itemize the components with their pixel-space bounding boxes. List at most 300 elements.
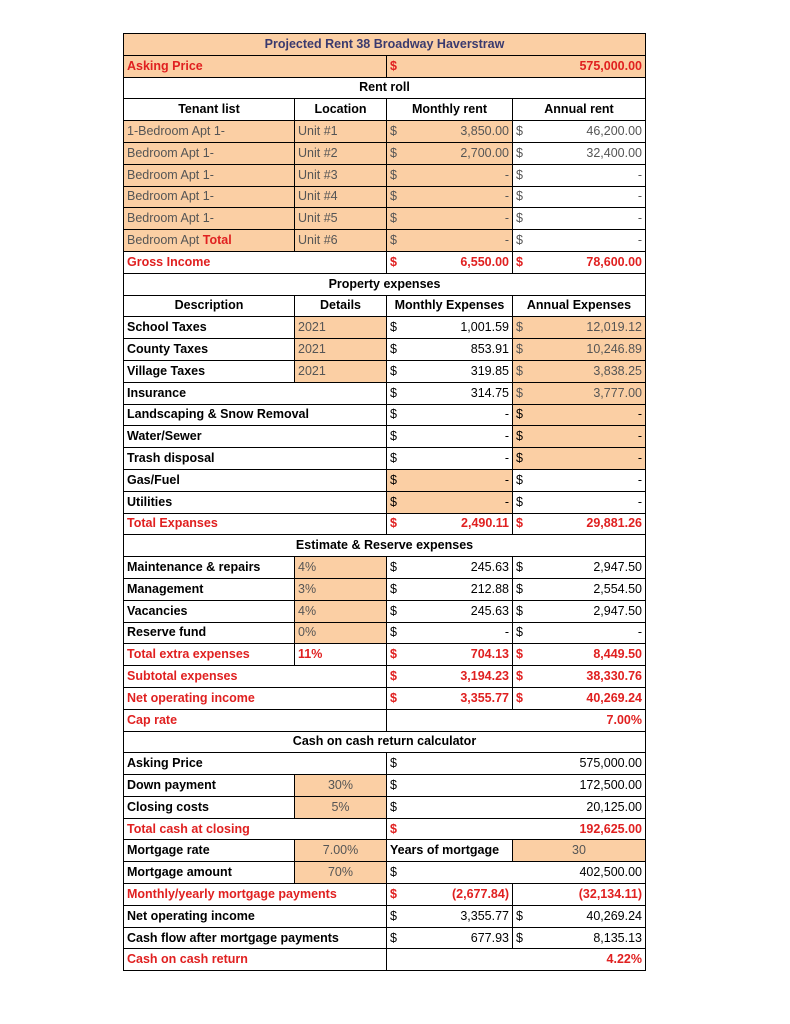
- currency-symbol: $: [390, 407, 397, 422]
- currency-symbol: $: [390, 320, 397, 335]
- subtotal-monthly: 3,194.23: [460, 669, 509, 683]
- reserve-row: [124, 600, 646, 622]
- reserve-annual-cell: [513, 622, 646, 644]
- subtotal-annual-cell: [513, 666, 646, 688]
- tenant-cell[interactable]: [124, 121, 295, 143]
- column-header-label: Monthly Expenses: [394, 298, 505, 313]
- reserve-description-cell: [124, 557, 295, 579]
- currency-symbol: $: [390, 560, 397, 575]
- mortgage-rate-label-cell: [124, 840, 295, 862]
- down-payment-row: [124, 775, 646, 797]
- tenant-cell[interactable]: [124, 164, 295, 186]
- closing-costs-value: 20,125.00: [586, 799, 642, 814]
- monthly-expense-value: -: [504, 472, 509, 487]
- reserve-row: [124, 622, 646, 644]
- mortgage-payment-monthly-cell: [387, 884, 513, 906]
- noi-monthly: 3,355.77: [460, 690, 509, 705]
- monthly-expense-cell: [387, 404, 513, 426]
- total-monthly-value: 2,490.11: [461, 516, 509, 531]
- mortgage-amount-value: 402,500.00: [579, 865, 642, 880]
- expense-detail: 2021: [298, 320, 326, 335]
- reserve-label: Reserve fund: [127, 625, 207, 640]
- monthly-rent-value: -: [504, 167, 509, 182]
- currency-symbol: $: [516, 429, 523, 444]
- currency-symbol: $: [390, 363, 397, 378]
- annual-expense-cell: [513, 469, 646, 491]
- currency-symbol: $: [390, 625, 397, 640]
- reserve-annual-cell: [513, 578, 646, 600]
- mortgage-payments-label-cell: [124, 884, 387, 906]
- column-header: [124, 295, 295, 317]
- sheet-title: Projected Rent 38 Broadway Haverstraw: [124, 34, 646, 56]
- closing-costs-percent-cell[interactable]: [295, 796, 387, 818]
- cash-asking-label-cell: [124, 753, 387, 775]
- section-heading: Rent roll: [359, 80, 410, 95]
- projected-rent-sheet: [123, 33, 646, 971]
- currency-symbol: $: [516, 407, 523, 422]
- total-extra-label: Total extra expenses: [127, 647, 250, 662]
- annual-rent-cell: [513, 186, 646, 208]
- monthly-expense-cell[interactable]: [387, 491, 513, 513]
- mortgage-amount-percent-cell[interactable]: [295, 862, 387, 884]
- annual-expense-cell[interactable]: [513, 339, 646, 361]
- total-label: Total: [202, 233, 232, 248]
- expense-detail-cell[interactable]: [295, 339, 387, 361]
- gross-annual-cell: [513, 251, 646, 273]
- cash-flow-annual: 8,135.13: [593, 930, 642, 945]
- expense-description-cell: [124, 339, 295, 361]
- mortgage-rate-percent-cell[interactable]: [295, 840, 387, 862]
- monthly-rent-value: 3,850.00: [460, 124, 509, 139]
- reserve-monthly-value: 245.63: [470, 560, 509, 575]
- total-cash-label-cell: [124, 818, 387, 840]
- tenant-label: Bedroom Apt 1-: [127, 189, 214, 204]
- tenant-cell[interactable]: [124, 230, 295, 252]
- reserve-monthly-cell: [387, 578, 513, 600]
- monthly-rent-cell[interactable]: [387, 208, 513, 230]
- mortgage-rate-label: Mortgage rate: [127, 843, 210, 858]
- reserve-annual-cell: [513, 600, 646, 622]
- expense-label: Water/Sewer: [127, 429, 202, 444]
- monthly-expense-cell[interactable]: [387, 469, 513, 491]
- reserve-annual-value: 2,554.50: [593, 581, 642, 596]
- cash-noi-annual: 40,269.24: [586, 908, 642, 923]
- cash-noi-monthly-cell: [387, 905, 513, 927]
- reserve-percent-cell[interactable]: [295, 622, 387, 644]
- monthly-expense-cell: [387, 317, 513, 339]
- down-payment-value: 172,500.00: [579, 777, 642, 792]
- column-header: [513, 295, 646, 317]
- expense-detail-cell[interactable]: [295, 317, 387, 339]
- currency-symbol: $: [390, 647, 397, 662]
- property-expenses-heading: [124, 273, 646, 295]
- column-header-label: Description: [174, 298, 244, 313]
- location-cell[interactable]: [295, 121, 387, 143]
- currency-symbol: $: [390, 777, 397, 792]
- monthly-expense-value: -: [504, 451, 509, 466]
- location-cell[interactable]: [295, 230, 387, 252]
- rent-roll-heading-row: [124, 77, 646, 99]
- currency-symbol: $: [390, 58, 397, 73]
- monthly-expense-cell: [387, 339, 513, 361]
- reserve-monthly-value: 245.63: [470, 603, 509, 618]
- cash-on-cash-label-cell: [124, 949, 387, 971]
- annual-expense-cell[interactable]: [513, 426, 646, 448]
- cash-flow-annual-cell: [513, 927, 646, 949]
- monthly-rent-value: 2,700.00: [460, 145, 509, 160]
- asking-price-label: Asking Price: [127, 756, 203, 771]
- monthly-expense-value: -: [504, 494, 509, 509]
- reserve-label: Maintenance & repairs: [127, 560, 261, 575]
- cash-noi-label-cell: [124, 905, 387, 927]
- rent-roll-heading: [124, 77, 646, 99]
- reserve-row: [124, 578, 646, 600]
- expense-row: [124, 491, 646, 513]
- reserve-monthly-value: -: [504, 625, 509, 640]
- rent-row: [124, 142, 646, 164]
- currency-symbol: $: [390, 908, 397, 923]
- monthly-rent-cell[interactable]: [387, 121, 513, 143]
- asking-price-value: 575,000.00: [579, 58, 642, 73]
- currency-symbol: $: [390, 516, 397, 531]
- currency-symbol: $: [516, 124, 523, 139]
- column-header-label: Tenant list: [178, 102, 240, 117]
- currency-symbol: $: [516, 516, 523, 531]
- mortgage-amount-label-cell: [124, 862, 295, 884]
- cap-rate-value-cell: [387, 709, 646, 731]
- years-label: Years of mortgage: [390, 843, 500, 858]
- tenant-cell[interactable]: [124, 142, 295, 164]
- cash-flow-monthly-cell: [387, 927, 513, 949]
- monthly-rent-cell[interactable]: [387, 142, 513, 164]
- total-extra-percent: 11%: [298, 647, 323, 662]
- currency-symbol: $: [390, 211, 397, 226]
- monthly-expense-cell: [387, 382, 513, 404]
- monthly-expense-value: -: [504, 407, 509, 422]
- rent-row: [124, 164, 646, 186]
- cash-flow-row: [124, 927, 646, 949]
- expense-row: [124, 448, 646, 470]
- currency-symbol: $: [390, 472, 397, 487]
- annual-rent-cell: [513, 208, 646, 230]
- closing-costs-row: [124, 796, 646, 818]
- total-annual-cell: [513, 513, 646, 535]
- years-of-mortgage-label-cell: [387, 840, 513, 862]
- annual-rent-cell: [513, 121, 646, 143]
- reserve-description-cell: [124, 622, 295, 644]
- gross-income-label: Gross Income: [127, 254, 211, 269]
- noi-row: [124, 687, 646, 709]
- mortgage-payments-label: Monthly/yearly mortgage payments: [127, 886, 337, 901]
- subtotal-annual: 38,330.76: [586, 669, 642, 683]
- unit-label: Unit #5: [298, 211, 338, 226]
- monthly-expense-cell: [387, 448, 513, 470]
- cash-noi-label: Net operating income: [127, 908, 255, 923]
- reserve-heading: [124, 535, 646, 557]
- closing-costs-value-cell: [387, 796, 646, 818]
- currency-symbol: $: [390, 145, 397, 160]
- tenant-cell[interactable]: [124, 186, 295, 208]
- location-cell[interactable]: [295, 186, 387, 208]
- annual-expense-cell[interactable]: [513, 317, 646, 339]
- currency-symbol: $: [390, 167, 397, 182]
- unit-label: Unit #1: [298, 124, 338, 139]
- reserve-percent-cell[interactable]: [295, 557, 387, 579]
- currency-symbol: $: [390, 756, 397, 771]
- reserve-annual-value: -: [637, 625, 642, 640]
- tenant-cell[interactable]: [124, 208, 295, 230]
- asking-price-cell[interactable]: [387, 55, 646, 77]
- currency-symbol: $: [390, 451, 397, 466]
- total-extra-annual-cell: [513, 644, 646, 666]
- down-payment-value-cell: [387, 775, 646, 797]
- monthly-rent-cell[interactable]: [387, 186, 513, 208]
- column-header: [295, 295, 387, 317]
- reserve-monthly-cell: [387, 600, 513, 622]
- currency-symbol: $: [390, 581, 397, 596]
- monthly-expense-value: -: [504, 429, 509, 444]
- total-expenses-row: [124, 513, 646, 535]
- total-monthly-cell: [387, 513, 513, 535]
- location-cell[interactable]: [295, 164, 387, 186]
- noi-label: Net operating income: [127, 690, 255, 705]
- column-header-label: Details: [320, 298, 361, 313]
- column-header: [387, 295, 513, 317]
- expense-label: Utilities: [127, 494, 173, 509]
- years-value: 30: [572, 843, 586, 858]
- expense-row: [124, 382, 646, 404]
- reserve-annual-cell: [513, 557, 646, 579]
- tenant-label: Bedroom Apt 1-: [127, 211, 214, 226]
- annual-expense-value: -: [637, 494, 642, 509]
- annual-expense-cell[interactable]: [513, 382, 646, 404]
- expense-detail-cell[interactable]: [295, 360, 387, 382]
- currency-symbol: $: [390, 865, 397, 880]
- reserve-description-cell: [124, 600, 295, 622]
- rent-row: [124, 121, 646, 143]
- unit-label: Unit #4: [298, 189, 338, 204]
- total-extra-row: [124, 644, 646, 666]
- expense-row: [124, 339, 646, 361]
- annual-rent-value: -: [637, 211, 642, 226]
- total-cash-value: 192,625.00: [579, 821, 642, 836]
- currency-symbol: $: [516, 494, 523, 509]
- expense-label: School Taxes: [127, 320, 207, 335]
- cash-flow-label-cell: [124, 927, 387, 949]
- expense-description-cell: [124, 382, 387, 404]
- currency-symbol: $: [516, 908, 523, 923]
- annual-expense-cell: [513, 491, 646, 513]
- expense-row: [124, 317, 646, 339]
- currency-symbol: $: [390, 494, 397, 509]
- expense-label: County Taxes: [127, 342, 209, 357]
- currency-symbol: $: [390, 342, 397, 357]
- annual-expense-value: -: [637, 429, 642, 444]
- cash-asking-value: 575,000.00: [579, 756, 642, 771]
- annual-expense-cell[interactable]: [513, 404, 646, 426]
- total-cash-label: Total cash at closing: [127, 821, 250, 836]
- gross-monthly-cell: [387, 251, 513, 273]
- expense-description-cell: [124, 491, 387, 513]
- currency-symbol: $: [390, 233, 397, 248]
- section-heading: Property expenses: [328, 276, 441, 291]
- reserve-annual-value: 2,947.50: [593, 560, 642, 575]
- currency-symbol: $: [390, 124, 397, 139]
- currency-symbol: $: [390, 254, 397, 269]
- monthly-rent-cell[interactable]: [387, 230, 513, 252]
- annual-rent-value: -: [637, 167, 642, 182]
- reserve-label: Vacancies: [127, 603, 188, 618]
- currency-symbol: $: [516, 581, 523, 596]
- unit-label: Unit #3: [298, 167, 338, 182]
- annual-rent-cell: [513, 164, 646, 186]
- mortgage-amount-percent: 70%: [327, 865, 354, 880]
- annual-rent-value: -: [637, 189, 642, 204]
- currency-symbol: $: [516, 472, 523, 487]
- currency-symbol: $: [516, 560, 523, 575]
- monthly-rent-value: -: [504, 189, 509, 204]
- section-heading: Estimate & Reserve expenses: [295, 538, 474, 553]
- annual-expense-value: 3,838.25: [593, 363, 642, 378]
- subtotal-label: Subtotal expenses: [127, 669, 238, 683]
- title-row: [124, 34, 646, 56]
- cap-rate-row: [124, 709, 646, 731]
- currency-symbol: $: [390, 821, 397, 836]
- annual-rent-value: -: [637, 233, 642, 248]
- unit-label: Unit #2: [298, 145, 338, 160]
- subtotal-monthly-cell: [387, 666, 513, 688]
- monthly-rent-cell[interactable]: [387, 164, 513, 186]
- currency-symbol: $: [516, 930, 523, 945]
- currency-symbol: $: [516, 254, 523, 269]
- cash-on-cash-row: [124, 949, 646, 971]
- currency-symbol: $: [516, 167, 523, 182]
- currency-symbol: $: [390, 886, 397, 901]
- currency-symbol: $: [516, 211, 523, 226]
- total-cash-row: [124, 818, 646, 840]
- down-payment-percent: 30%: [327, 777, 354, 792]
- down-payment-label: Down payment: [127, 777, 216, 792]
- expense-detail: 2021: [298, 363, 326, 378]
- reserve-percent: 0%: [298, 625, 317, 640]
- currency-symbol: $: [516, 669, 523, 683]
- column-header: [124, 99, 295, 121]
- currency-symbol: $: [516, 603, 523, 618]
- reserve-monthly-value: 212.88: [470, 581, 509, 596]
- currency-symbol: $: [390, 385, 397, 400]
- expense-label: Gas/Fuel: [127, 472, 180, 487]
- reserve-monthly-cell: [387, 557, 513, 579]
- monthly-expense-value: 853.91: [470, 342, 509, 357]
- expense-description-cell: [124, 448, 387, 470]
- currency-symbol: $: [390, 429, 397, 444]
- expense-row: [124, 360, 646, 382]
- expense-description-cell: [124, 317, 295, 339]
- annual-expense-value: 3,777.00: [593, 385, 642, 400]
- currency-symbol: $: [390, 603, 397, 618]
- reserve-heading-row: [124, 535, 646, 557]
- column-header: [387, 99, 513, 121]
- currency-symbol: $: [516, 690, 523, 705]
- total-annual-value: 29,881.26: [586, 516, 642, 531]
- reserve-row: [124, 557, 646, 579]
- location-cell[interactable]: [295, 208, 387, 230]
- noi-label-cell: [124, 687, 387, 709]
- subtotal-label-cell: [124, 666, 387, 688]
- cash-flow-label: Cash flow after mortgage payments: [127, 930, 339, 945]
- down-payment-percent-cell[interactable]: [295, 775, 387, 797]
- reserve-annual-value: 2,947.50: [593, 603, 642, 618]
- cash-calculator-heading: [124, 731, 646, 753]
- reserve-percent: 4%: [298, 560, 317, 575]
- expense-label: Landscaping & Snow Removal: [127, 407, 309, 422]
- cash-noi-annual-cell: [513, 905, 646, 927]
- total-expenses-label: Total Expanses: [127, 516, 218, 531]
- gross-monthly-value: 6,550.00: [460, 254, 509, 269]
- currency-symbol: $: [516, 320, 523, 335]
- column-header: [513, 99, 646, 121]
- monthly-rent-value: -: [504, 233, 509, 248]
- currency-symbol: $: [516, 189, 523, 204]
- reserve-percent-cell[interactable]: [295, 600, 387, 622]
- annual-expense-cell[interactable]: [513, 360, 646, 382]
- coc-label: Cash on cash return: [127, 952, 248, 967]
- currency-symbol: $: [516, 451, 523, 466]
- currency-symbol: $: [516, 385, 523, 400]
- expense-description-cell: [124, 360, 295, 382]
- currency-symbol: $: [516, 625, 523, 640]
- years-of-mortgage-value-cell[interactable]: [513, 840, 646, 862]
- annual-rent-value: 32,400.00: [586, 145, 642, 160]
- reserve-percent-cell[interactable]: [295, 578, 387, 600]
- total-extra-percent-cell: [295, 644, 387, 666]
- annual-expense-value: 12,019.12: [586, 320, 642, 335]
- cap-rate-label-cell: [124, 709, 387, 731]
- expense-row: [124, 426, 646, 448]
- currency-symbol: $: [390, 669, 397, 683]
- currency-symbol: $: [516, 145, 523, 160]
- cash-asking-value-cell: [387, 753, 646, 775]
- currency-symbol: $: [516, 363, 523, 378]
- annual-expense-value: 10,246.89: [586, 342, 642, 357]
- mortgage-amount-label: Mortgage amount: [127, 865, 232, 880]
- rent-row: [124, 186, 646, 208]
- expense-label: Village Taxes: [127, 363, 206, 378]
- reserve-percent: 3%: [298, 581, 317, 596]
- monthly-rent-value: -: [504, 211, 509, 226]
- mortgage-payment-monthly: (2,677.84): [452, 886, 509, 901]
- noi-annual-cell: [513, 687, 646, 709]
- annual-rent-cell: [513, 230, 646, 252]
- mortgage-payment-annual: (32,134.11): [578, 886, 642, 901]
- mortgage-rate-row: [124, 840, 646, 862]
- cash-noi-monthly: 3,355.77: [460, 908, 509, 923]
- closing-costs-label: Closing costs: [127, 799, 209, 814]
- cash-flow-monthly: 677.93: [470, 930, 509, 945]
- noi-annual: 40,269.24: [586, 690, 642, 705]
- total-extra-monthly: 704.13: [470, 647, 509, 662]
- asking-price-row: [124, 55, 646, 77]
- rent-row: [124, 230, 646, 252]
- location-cell[interactable]: [295, 142, 387, 164]
- asking-price-label[interactable]: Asking Price: [124, 55, 387, 77]
- gross-annual-value: 78,600.00: [586, 254, 642, 269]
- mortgage-payment-annual-cell: [513, 884, 646, 906]
- annual-expense-cell[interactable]: [513, 448, 646, 470]
- rent-row: [124, 208, 646, 230]
- section-heading: Cash on cash return calculator: [292, 734, 477, 749]
- gross-income-row: [124, 251, 646, 273]
